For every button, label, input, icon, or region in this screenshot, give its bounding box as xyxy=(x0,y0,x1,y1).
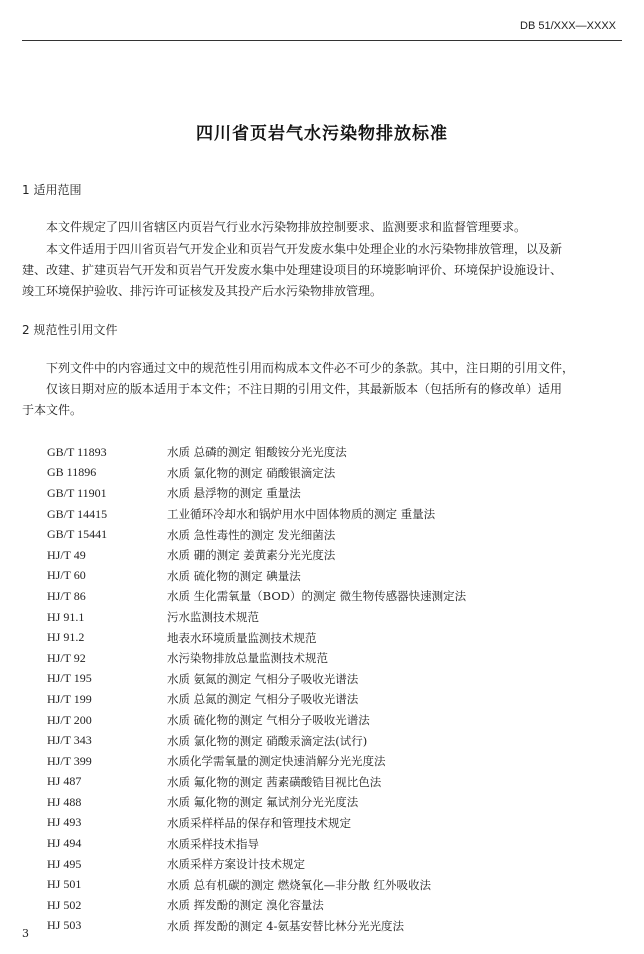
reference-row xyxy=(47,504,627,525)
reference-row xyxy=(47,524,627,545)
reference-row xyxy=(47,545,627,566)
reference-code: GB/T 15441 xyxy=(47,527,108,542)
reference-title: 地表水环境质量监测技术规范 xyxy=(167,630,317,645)
reference-row xyxy=(47,689,627,710)
paragraph-line: 竣工环境保护验收、排污许可证核发及其投产后水污染物排放管理。 xyxy=(22,284,383,298)
reference-title: 水质 氟化物的测定 茜素磺酸锆目视比色法 xyxy=(167,774,382,789)
reference-title: 水质 硼的测定 姜黄素分光光度法 xyxy=(167,548,336,563)
reference-title: 水质采样样品的保存和管理技术规定 xyxy=(167,815,351,830)
reference-row xyxy=(47,669,627,690)
paragraph-line: 下列文件中的内容通过文中的规范性引用而构成本文件必不可少的条款。其中，注日期的引用文件， xyxy=(46,361,575,375)
reference-code: HJ/T 199 xyxy=(47,691,92,706)
reference-title: 水质采样技术指导 xyxy=(167,836,259,851)
reference-row xyxy=(47,772,627,793)
reference-code: HJ 487 xyxy=(47,774,82,789)
reference-code: HJ 495 xyxy=(47,856,82,871)
reference-code: HJ 501 xyxy=(47,877,82,892)
reference-row xyxy=(47,751,627,772)
paragraph-line: 本文件适用于四川省页岩气开发企业和页岩气开发废水集中处理企业的水污染物排放管理，以及新 xyxy=(46,242,563,256)
reference-title: 污水监测技术规范 xyxy=(167,610,259,625)
reference-title: 水质 急性毒性的测定 发光细菌法 xyxy=(167,527,336,542)
reference-code: HJ 493 xyxy=(47,815,82,830)
reference-code: HJ/T 343 xyxy=(47,733,92,748)
reference-row xyxy=(47,607,627,628)
reference-title: 水质 悬浮物的测定 重量法 xyxy=(167,486,301,501)
reference-row xyxy=(47,566,627,587)
reference-code: HJ/T 195 xyxy=(47,671,92,686)
document-title: 四川省页岩气水污染物排放标准 xyxy=(196,124,448,144)
reference-row xyxy=(47,586,627,607)
section-2-paragraph xyxy=(22,358,622,421)
paragraph-line: 建、改建、扩建页岩气开发和页岩气开发废水集中处理建设项目的环境影响评价、环境保护设施设计、 xyxy=(22,263,563,277)
reference-code: GB/T 14415 xyxy=(47,506,108,521)
reference-row xyxy=(47,916,627,937)
reference-row xyxy=(47,730,627,751)
reference-code: GB 11896 xyxy=(47,465,97,480)
reference-code: HJ 91.1 xyxy=(47,609,85,624)
reference-code: HJ/T 92 xyxy=(47,650,86,665)
reference-row xyxy=(47,895,627,916)
reference-title: 水质 氟化物的测定 氟试剂分光光度法 xyxy=(167,795,359,810)
reference-title: 水质 硫化物的测定 碘量法 xyxy=(167,568,301,583)
reference-title: 水质化学需氧量的测定快速消解分光光度法 xyxy=(167,754,386,769)
reference-title: 水质 挥发酚的测定 溴化容量法 xyxy=(167,898,324,913)
reference-title: 工业循环冷却水和锅炉用水中固体物质的测定 重量法 xyxy=(167,507,436,522)
reference-row xyxy=(47,833,627,854)
reference-code: HJ 502 xyxy=(47,897,82,912)
reference-row xyxy=(47,483,627,504)
reference-row xyxy=(47,874,627,895)
reference-row xyxy=(47,710,627,731)
reference-code: HJ/T 49 xyxy=(47,547,86,562)
section-2-heading: 2 规范性引用文件 xyxy=(22,323,118,337)
reference-code: GB/T 11901 xyxy=(47,485,107,500)
reference-title: 水质 总磷的测定 钼酸铵分光光度法 xyxy=(167,445,347,460)
reference-code: GB/T 11893 xyxy=(47,444,107,459)
header-rule xyxy=(22,40,622,41)
reference-title: 水质 挥发酚的测定 4-氨基安替比林分光光度法 xyxy=(167,918,405,933)
reference-code: HJ 488 xyxy=(47,794,82,809)
reference-title: 水污染物排放总量监测技术规范 xyxy=(167,651,328,666)
page-number: 3 xyxy=(22,927,29,940)
reference-code: HJ 503 xyxy=(47,918,82,933)
paragraph-line: 仅该日期对应的版本适用于本文件；不注日期的引用文件，其最新版本（包括所有的修改单）适用 xyxy=(46,382,563,396)
header-code: DB 51/XXX—XXXX xyxy=(520,20,616,32)
section-1-paragraph-1 xyxy=(22,217,622,238)
reference-code: HJ/T 200 xyxy=(47,712,92,727)
reference-row xyxy=(47,648,627,669)
reference-row xyxy=(47,813,627,834)
reference-code: HJ 91.2 xyxy=(47,630,85,645)
section-1-heading: 1 适用范围 xyxy=(22,183,82,197)
reference-title: 水质 总氮的测定 气相分子吸收光谱法 xyxy=(167,692,359,707)
paragraph-line: 于本文件。 xyxy=(22,403,83,417)
reference-list xyxy=(47,442,627,936)
reference-title: 水质 总有机碳的测定 燃烧氧化—非分散 红外吸收法 xyxy=(167,877,431,892)
reference-title: 水质 氯化物的测定 硝酸银滴定法 xyxy=(167,465,336,480)
reference-code: HJ 494 xyxy=(47,836,82,851)
reference-title: 水质 生化需氧量（BOD）的测定 微生物传感器快速测定法 xyxy=(167,589,467,604)
reference-code: HJ/T 86 xyxy=(47,588,86,603)
reference-code: HJ/T 60 xyxy=(47,568,86,583)
reference-code: HJ/T 399 xyxy=(47,753,92,768)
reference-title: 水质 氨氮的测定 气相分子吸收光谱法 xyxy=(167,671,359,686)
reference-row xyxy=(47,627,627,648)
reference-row xyxy=(47,442,627,463)
paragraph-line: 本文件规定了四川省辖区内页岩气行业水污染物排放控制要求、监测要求和监督管理要求。 xyxy=(46,220,527,234)
reference-row xyxy=(47,792,627,813)
reference-title: 水质 氯化物的测定 硝酸汞滴定法(试行) xyxy=(167,733,368,748)
reference-title: 水质 硫化物的测定 气相分子吸收光谱法 xyxy=(167,713,370,728)
reference-row xyxy=(47,854,627,875)
section-1-paragraph-2 xyxy=(22,239,622,302)
reference-title: 水质采样方案设计技术规定 xyxy=(167,857,305,872)
reference-row xyxy=(47,463,627,484)
